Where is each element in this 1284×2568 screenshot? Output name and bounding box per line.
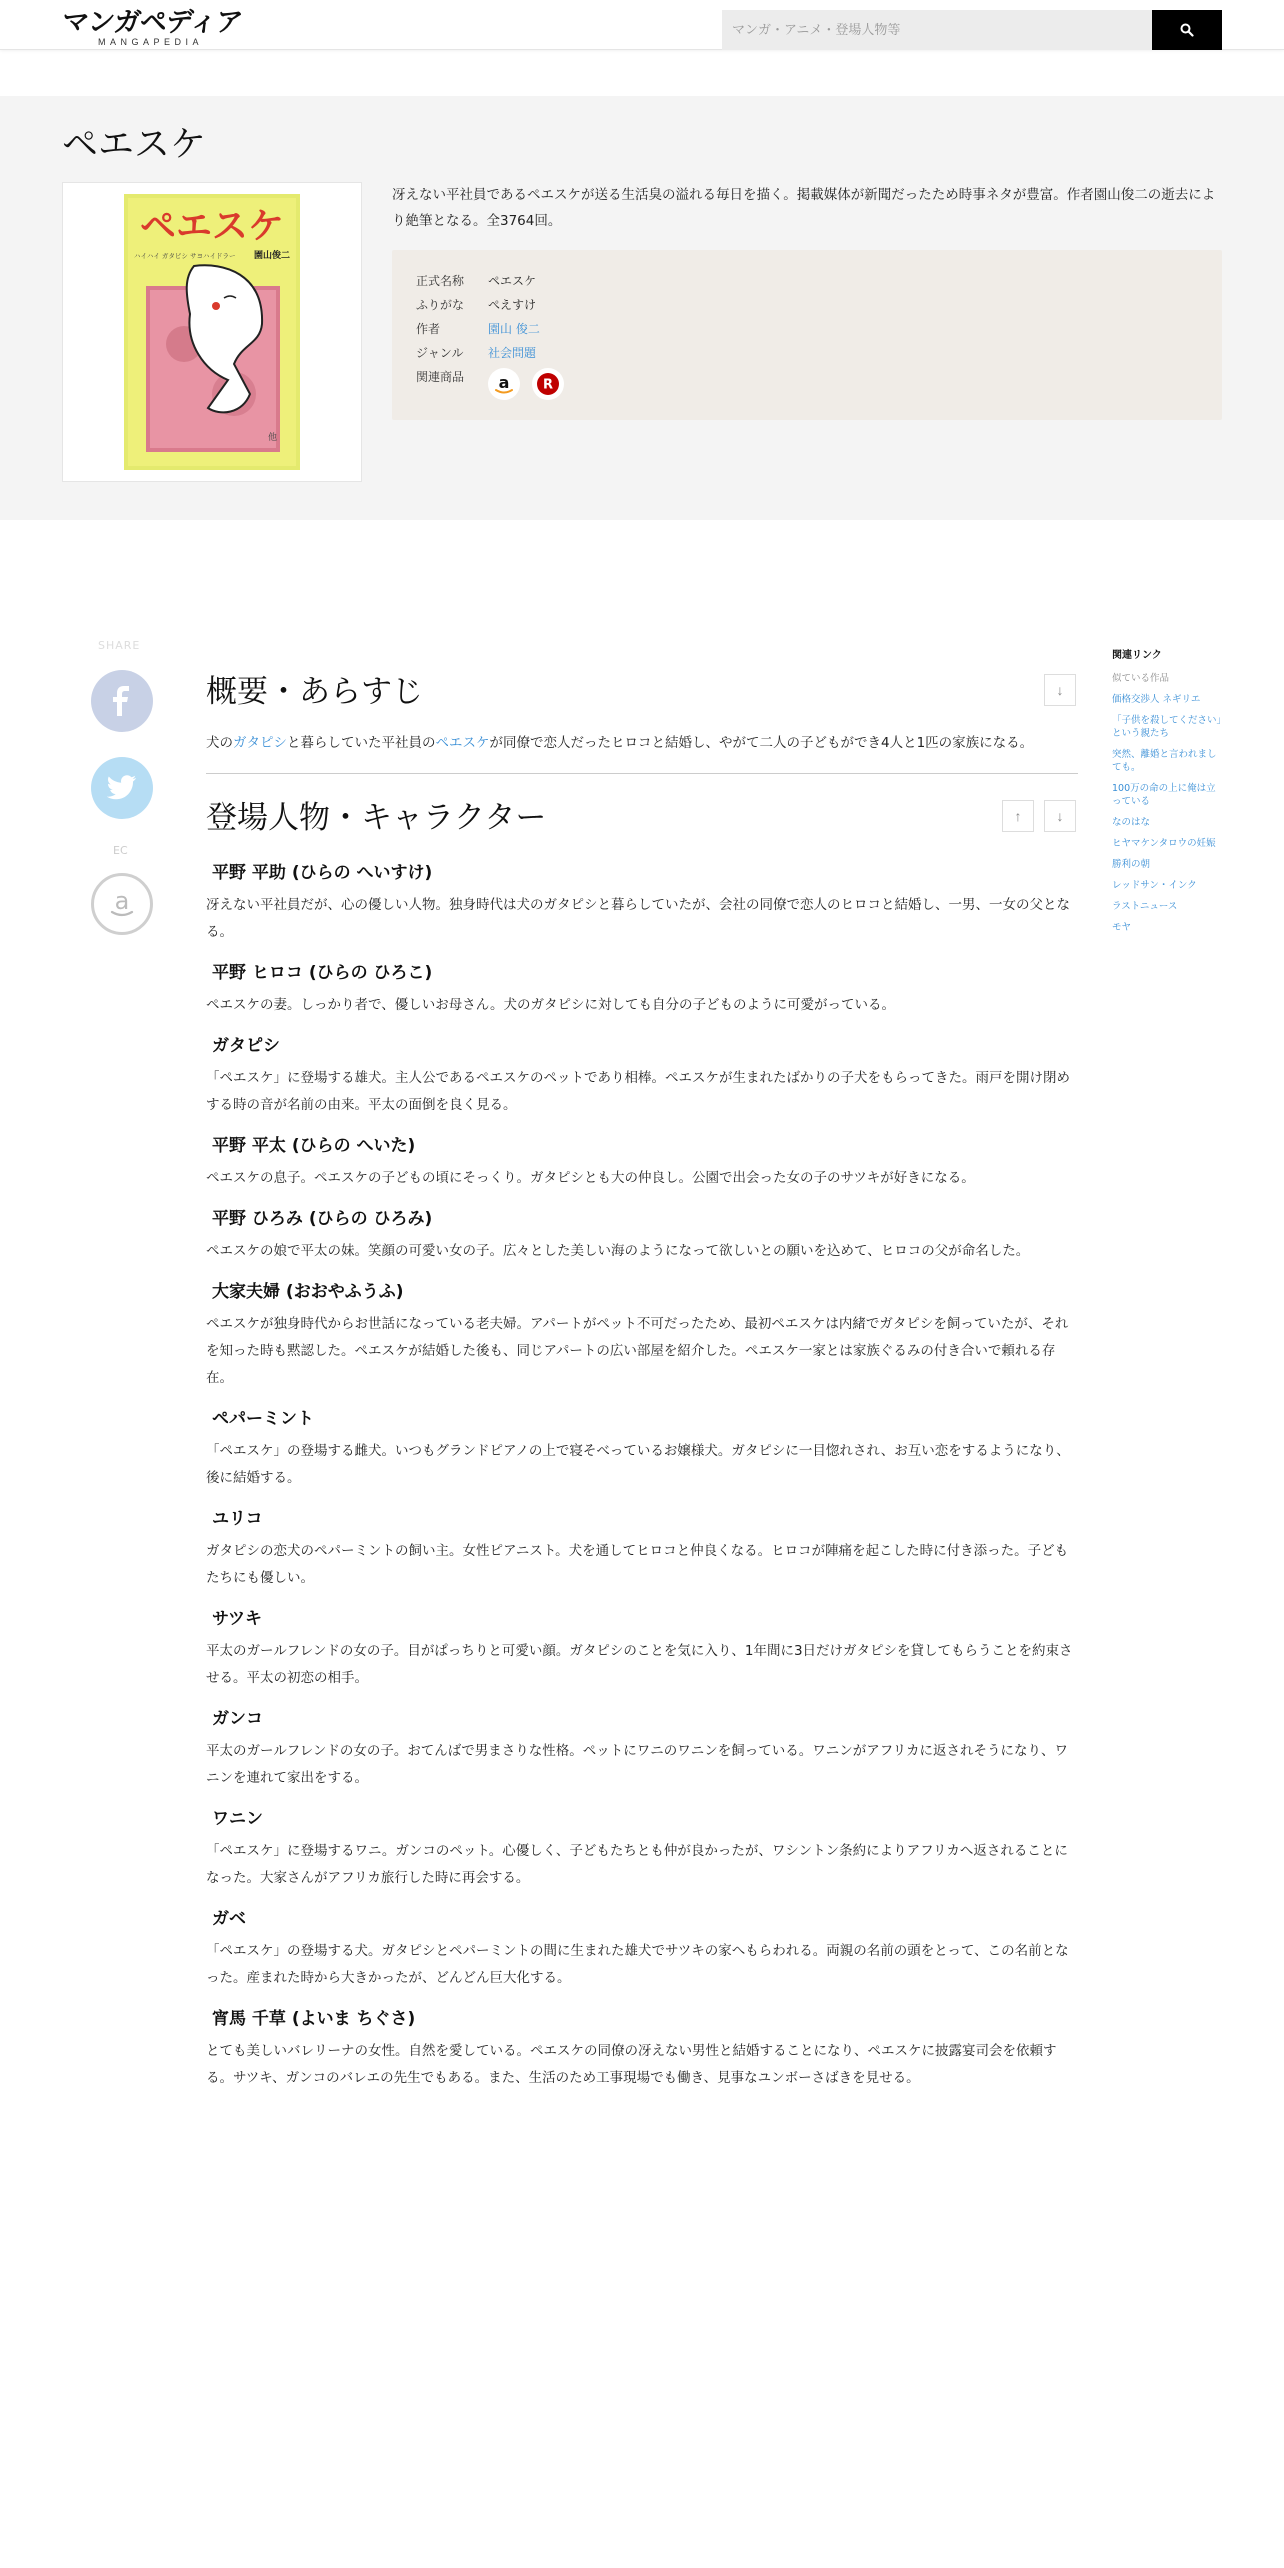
characters-title: 登場人物・キャラクター [206,800,547,836]
logo-sub-text: MANGAPEDIA [98,37,204,47]
twitter-share-button[interactable] [91,757,153,819]
character-name: 大家夫婦 (おおやふうふ) [212,1282,404,1302]
info-furigana: ぺえすけ [488,297,537,312]
character-description: とても美しいバレリーナの女性。自然を愛している。ペエスケの同僚の冴えない男性と結婚することになり、ペエスケに披露宴司会を依頼する。サツキ、ガンコのバレエの先生でもある。また、生活のため工事現場でも働き、見事なユンボーさばきを見せる。 [206,2043,1057,2086]
scroll-up-button[interactable]: ↑ [1002,800,1034,832]
cover-author-text: 園山俊二 [253,251,290,261]
amazon-shop-link[interactable] [488,368,520,400]
character-name: ガベ [212,1909,246,1929]
character-name: ワニン [212,1809,263,1829]
overview-text-part: が同僚で恋人だったヒロコと結婚し、やがて二人の子どもができ4人と1匹の家族になる。 [489,735,1034,751]
character-description: ガタピシの恋犬のペパーミントの飼い主。女性ピアニスト。犬を通してヒロコと仲良くなる。ヒロコが陣痛を起こした時に付き添った。子どもたちにも優しい。 [206,1543,1069,1586]
twitter-icon [107,775,137,801]
cover-frame[interactable] [62,182,362,482]
character-description: 「ペエスケ」に登場する雄犬。主人公であるペエスケのペットであり相棒。ペエスケが生まれたばかりの子犬をもらってきた。雨戸を開け閉めする時の音が名前の由来。平太の面倒を良く見る。 [206,1070,1070,1113]
scroll-down-button[interactable]: ↓ [1044,800,1076,832]
character-name: 平野 平太 (ひらの へいた) [212,1136,416,1156]
character-name: ユリコ [212,1509,263,1529]
svg-text:R: R [542,377,554,393]
related-link[interactable]: レッドサン・インク [1112,880,1197,891]
character-name: ペパーミント [212,1409,314,1429]
site-logo[interactable] [62,8,262,50]
info-key: 作者 [416,321,441,336]
related-link[interactable]: 価格交渉人 ネギリエ [1112,694,1201,705]
genre-link[interactable]: 社会問題 [488,345,537,360]
search-bar [722,10,1222,50]
author-link[interactable]: 園山 俊二 [488,321,540,336]
search-icon [1180,23,1194,37]
amazon-ec-button[interactable] [91,873,153,935]
character-name: 宵馬 千草 (よいま ちぐさ) [212,2009,416,2029]
related-links-list [1112,672,1224,942]
gatapishi-link[interactable]: ガタピシ [233,735,287,751]
amazon-icon [105,887,139,921]
character-description: 平太のガールフレンドの女の子。目がぱっちりと可愛い顔。ガタピシのことを気に入り、1年間に3日だけガタピシを貸してもらうことを約束させる。平太の初恋の相手。 [206,1643,1073,1686]
section-divider [206,773,1078,774]
related-link[interactable]: 勝利の朝 [1112,859,1151,870]
cover-image [124,194,300,470]
character-description: 「ペエスケ」の登場する犬。ガタピシとペパーミントの間に生まれた雄犬でサツキの家へもらわれる。両親の名前の頭をとって、この名前となった。産まれた時から大きかったが、どんどん巨大化する。 [206,1943,1069,1986]
info-key: 正式名称 [416,273,465,288]
main-content [206,664,1078,2092]
scroll-down-button[interactable]: ↓ [1044,674,1076,706]
rakuten-shop-link[interactable] [532,368,564,400]
character-name: 平野 ひろみ (ひらの ひろみ) [212,1209,433,1229]
character-description: ペエスケの妻。しっかり者で、優しいお母さん。犬のガタピシに対しても自分の子どものように可愛がっている。 [206,997,896,1013]
character-name: 平野 平助 (ひらの へいすけ) [212,863,433,883]
search-input[interactable] [722,10,1152,50]
svg-text:他: 他 [268,433,278,443]
character-description: ペエスケが独身時代からお世話になっている老夫婦。アパートがペット不可だったため、最初ペエスケは内緒でガタピシを飼っていたが、それを知った時も黙認した。ペエスケが結婚した後も、同じアパートの広い部屋を紹介した。ペエスケ一家とは家族ぐるみの付き合いで頼れる存在。 [206,1316,1069,1386]
overview-header [206,664,1078,720]
character-name: サツキ [212,1609,262,1629]
facebook-icon [112,686,132,716]
related-link[interactable]: ヒヤマケンタロウの妊娠 [1112,838,1216,849]
character-description: 平太のガールフレンドの女の子。おてんばで男まさりな性格。ペットにワニのワニンを飼っている。ワニンがアフリカに返されそうになり、ワニンを連れて家出をする。 [206,1743,1069,1786]
peesuke-link[interactable]: ペエスケ [435,735,490,751]
share-label: SHARE [98,639,141,652]
info-key: ふりがな [416,297,465,312]
cover-title-text: ペエスケ [139,206,285,247]
shop-links [488,368,1198,400]
svg-text:a: a [498,373,510,392]
info-row-furigana [416,292,1198,316]
related-link[interactable]: 「子供を殺してください」という親たち [1112,715,1222,739]
info-key: 関連商品 [416,369,465,384]
svg-text:a: a [114,887,130,915]
related-link[interactable]: モヤ [1112,922,1132,933]
character-description: ペエスケの息子。ペエスケの子どもの頃にそっくり。ガタピシとも大の仲良し。公園で出会った女の子のサツキが好きになる。 [206,1170,975,1186]
info-row-genre [416,340,1198,364]
related-links-title: 関連リンク [1112,650,1162,661]
info-row-official [416,268,1198,292]
character-description: 冴えない平社員だが、心の優しい人物。独身時代は犬のガタピシと暮らしていたが、会社の同僚で恋人のヒロコと結婚し、一男、一女の父となる。 [206,897,1070,940]
character-name: ガンコ [212,1709,263,1729]
work-title: ペエスケ [62,124,207,165]
related-link[interactable]: 100万の命の上に俺は立っている [1112,783,1216,807]
overview-text-part: 犬の [206,735,233,751]
rakuten-icon [535,371,561,397]
overview-text-part: と暮らしていた平社員の [287,735,436,751]
characters-header [206,790,1078,846]
site-header [0,0,1284,50]
related-link[interactable]: ラストニュース [1112,901,1178,912]
related-category-label: 似ている作品 [1112,673,1170,684]
character-description: 「ペエスケ」の登場する雌犬。いつもグランドピアノの上で寝そべっているお嬢様犬。ガタピシに一目惚れされ、お互い恋をするようになり、後に結婚する。 [206,1443,1070,1486]
cover-subtitle-text: ハイハイ ガタピシ サヨハイドラー [134,252,236,260]
info-key: ジャンル [416,345,464,360]
character-description: 「ペエスケ」に登場するワニ。ガンコのペット。心優しく、子どもたちとも仲が良かったが、ワシントン条約によりアフリカへ返されることになった。大家さんがアフリカ旅行した時に再会する。 [206,1843,1068,1886]
related-link[interactable]: なのはな [1112,817,1151,828]
info-official-name: ペエスケ [488,273,537,288]
overview-text [206,730,1078,757]
search-button[interactable] [1152,10,1222,50]
facebook-share-button[interactable] [91,670,153,732]
overview-section [206,664,1078,757]
character-list [206,860,1078,2092]
character-description: ペエスケの娘で平太の妹。笑顔の可愛い女の子。広々とした美しい海のようになって欲しいとの願いを込めて、ヒロコの父が命名した。 [206,1243,1030,1259]
ec-label: EC [113,844,128,857]
info-row-author [416,316,1198,340]
character-name: 平野 ヒロコ (ひらの ひろこ) [212,963,433,983]
character-name: ガタピシ [212,1036,280,1056]
characters-section [206,790,1078,2092]
overview-title: 概要・あらすじ [206,674,423,710]
amazon-icon [491,371,517,397]
logo-main-text: マンガペディア [60,7,244,38]
work-summary: 冴えない平社員であるペエスケが送る生活臭の溢れる毎日を描く。掲載媒体が新聞だったため時事ネタが豊富。作者園山俊二の逝去により絶筆となる。全3764回。 [392,187,1216,229]
related-link[interactable]: 突然、離婚と言われましても。 [1112,749,1217,773]
work-info-box [392,250,1222,420]
